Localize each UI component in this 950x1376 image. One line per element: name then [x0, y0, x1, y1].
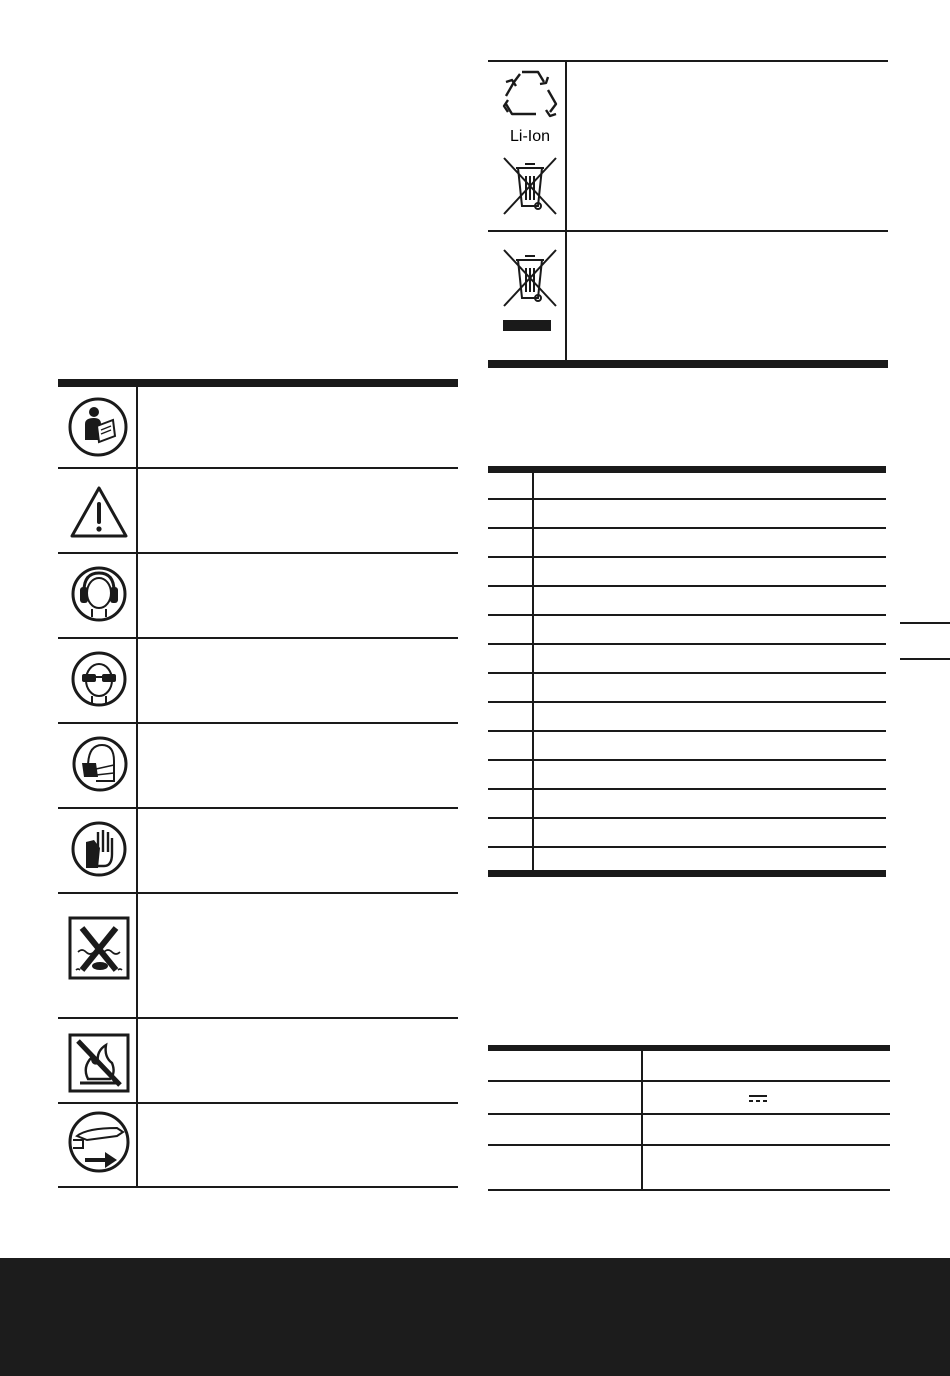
safety-row-rule: [58, 552, 458, 554]
read-manual-icon: [67, 396, 129, 458]
footer-band: [0, 1258, 950, 1376]
warning-triangle-icon: [68, 484, 130, 540]
parts-table-row: [488, 730, 886, 732]
eye-protection-icon: [70, 648, 128, 710]
safety-row-rule: [58, 467, 458, 469]
tech-table-bottom-rule: [488, 1189, 890, 1191]
safety-table-bottom-rule: [58, 1186, 458, 1188]
parts-table-row: [488, 759, 886, 761]
blade-direction-icon: [67, 1110, 131, 1174]
safety-row-rule: [58, 1017, 458, 1019]
parts-table-top-rule: [488, 466, 886, 473]
li-ion-label: Li-Ion: [510, 128, 551, 145]
no-fire-icon: [68, 1033, 130, 1093]
recycling-table-bottom-rule: [488, 360, 888, 368]
safety-row-rule: [58, 637, 458, 639]
tech-row-rule: [488, 1113, 890, 1115]
dc-current-icon: [748, 1094, 768, 1104]
recycle-icon: [496, 66, 564, 122]
tech-row-rule: [488, 1144, 890, 1146]
dust-mask-icon: [72, 733, 128, 795]
parts-table-row: [488, 614, 886, 616]
parts-table-row: [488, 556, 886, 558]
safety-row-rule: [58, 1102, 458, 1104]
side-tab-marker-bottom: [900, 658, 950, 660]
parts-table-row: [488, 585, 886, 587]
no-water-icon: [68, 916, 130, 980]
tech-table-divider: [641, 1045, 643, 1191]
side-tab-marker-top: [900, 622, 950, 624]
parts-table-row: [488, 643, 886, 645]
parts-table-row: [488, 672, 886, 674]
safety-row-rule: [58, 807, 458, 809]
tech-table-top-rule: [488, 1045, 890, 1051]
safety-table-divider: [136, 379, 138, 1187]
parts-table-row: [488, 498, 886, 500]
recycling-table-top-rule: [488, 60, 888, 62]
ear-protection-icon: [70, 563, 128, 625]
parts-table-row: [488, 788, 886, 790]
recycling-table-divider: [565, 60, 567, 362]
crossed-bin-icon: [500, 154, 560, 218]
parts-table-row: [488, 701, 886, 703]
safety-table-top-rule: [58, 379, 458, 387]
parts-table-row: [488, 817, 886, 819]
recycling-table-row-rule: [488, 230, 888, 232]
parts-table-bottom-rule: [488, 870, 886, 877]
black-bar: [503, 320, 551, 331]
safety-row-rule: [58, 892, 458, 894]
gloves-icon: [70, 818, 128, 880]
safety-row-rule: [58, 722, 458, 724]
crossed-bin-icon-2: [500, 246, 560, 310]
parts-table-row: [488, 846, 886, 848]
parts-table-row: [488, 527, 886, 529]
tech-row-rule: [488, 1080, 890, 1082]
